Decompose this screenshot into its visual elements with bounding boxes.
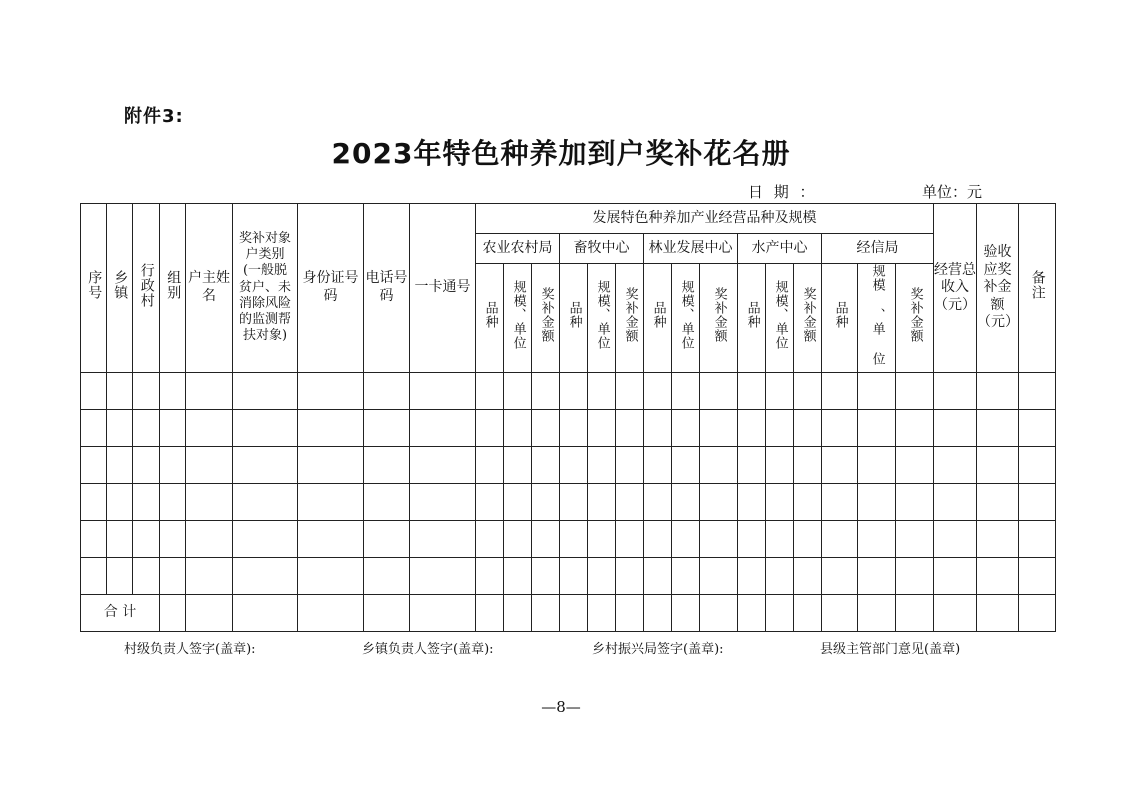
table-cell[interactable] bbox=[532, 372, 560, 409]
table-cell[interactable] bbox=[81, 409, 107, 446]
table-cell[interactable] bbox=[532, 594, 560, 631]
table-cell[interactable] bbox=[233, 372, 298, 409]
dept-sub-scale: 规模、单位 bbox=[588, 264, 616, 373]
table-cell[interactable] bbox=[858, 446, 896, 483]
table-cell[interactable] bbox=[644, 409, 672, 446]
table-cell[interactable] bbox=[858, 372, 896, 409]
total-label: 合 计 bbox=[81, 594, 160, 631]
table-cell[interactable] bbox=[133, 520, 160, 557]
table-cell[interactable] bbox=[822, 446, 858, 483]
table-cell[interactable] bbox=[133, 557, 160, 594]
table-cell[interactable] bbox=[410, 372, 476, 409]
table-cell[interactable] bbox=[186, 372, 233, 409]
table-cell[interactable] bbox=[616, 594, 644, 631]
table-cell[interactable] bbox=[766, 409, 794, 446]
table-cell[interactable] bbox=[588, 594, 616, 631]
table-cell[interactable] bbox=[794, 557, 822, 594]
table-cell[interactable] bbox=[160, 409, 186, 446]
table-cell[interactable] bbox=[700, 372, 738, 409]
header-total-income: 经营总收入（元） bbox=[934, 204, 977, 373]
table-cell[interactable] bbox=[934, 557, 977, 594]
table-cell[interactable] bbox=[81, 557, 107, 594]
table-cell[interactable] bbox=[476, 594, 504, 631]
table-cell[interactable] bbox=[672, 409, 700, 446]
table-cell[interactable] bbox=[364, 409, 410, 446]
header-village: 行政村 bbox=[133, 204, 160, 373]
table-cell[interactable] bbox=[738, 557, 766, 594]
table-row bbox=[81, 446, 1056, 483]
table-cell[interactable] bbox=[588, 446, 616, 483]
table-cell[interactable] bbox=[644, 483, 672, 520]
dept-header: 经信局 bbox=[822, 234, 934, 264]
table-cell[interactable] bbox=[504, 557, 532, 594]
attachment-label: 附件3: bbox=[124, 106, 184, 127]
table-cell[interactable] bbox=[738, 372, 766, 409]
table-cell[interactable] bbox=[133, 409, 160, 446]
table-cell[interactable] bbox=[476, 446, 504, 483]
table-cell[interactable] bbox=[1019, 520, 1056, 557]
table-cell[interactable] bbox=[1019, 483, 1056, 520]
subsidy-roster-table bbox=[80, 203, 1056, 632]
table-cell[interactable] bbox=[934, 483, 977, 520]
header-town: 乡镇 bbox=[107, 204, 133, 373]
town-signature: 乡镇负责人签字(盖章): bbox=[362, 642, 494, 657]
table-cell[interactable] bbox=[1019, 557, 1056, 594]
table-cell[interactable] bbox=[766, 483, 794, 520]
table-cell[interactable] bbox=[233, 520, 298, 557]
table-cell[interactable] bbox=[616, 446, 644, 483]
table-cell[interactable] bbox=[160, 520, 186, 557]
table-cell[interactable] bbox=[560, 372, 588, 409]
table-cell[interactable] bbox=[298, 520, 364, 557]
table-cell[interactable] bbox=[410, 483, 476, 520]
table-cell[interactable] bbox=[738, 520, 766, 557]
table-cell[interactable] bbox=[476, 409, 504, 446]
table-cell[interactable] bbox=[738, 483, 766, 520]
table-cell[interactable] bbox=[738, 409, 766, 446]
table-cell[interactable] bbox=[233, 483, 298, 520]
table-cell[interactable] bbox=[504, 520, 532, 557]
table-cell[interactable] bbox=[233, 557, 298, 594]
table-cell[interactable] bbox=[560, 409, 588, 446]
table-cell[interactable] bbox=[410, 446, 476, 483]
table-cell[interactable] bbox=[977, 372, 1019, 409]
table-cell[interactable] bbox=[588, 372, 616, 409]
table-cell[interactable] bbox=[588, 557, 616, 594]
dept-sub-variety: 品种 bbox=[476, 264, 504, 373]
header-industry-group: 发展特色种养加产业经营品种及规模 bbox=[476, 204, 934, 234]
table-cell[interactable] bbox=[766, 372, 794, 409]
table-cell[interactable] bbox=[644, 557, 672, 594]
table-cell[interactable] bbox=[160, 594, 186, 631]
table-cell[interactable] bbox=[476, 520, 504, 557]
table-cell[interactable] bbox=[107, 372, 133, 409]
table-cell[interactable] bbox=[364, 520, 410, 557]
rural-revitalization-signature: 乡村振兴局签字(盖章): bbox=[592, 642, 724, 657]
table-cell[interactable] bbox=[822, 520, 858, 557]
table-cell[interactable] bbox=[186, 520, 233, 557]
table-cell[interactable] bbox=[672, 557, 700, 594]
dept-sub-variety: 品种 bbox=[644, 264, 672, 373]
table-cell[interactable] bbox=[822, 409, 858, 446]
header-group: 组别 bbox=[160, 204, 186, 373]
table-cell[interactable] bbox=[410, 520, 476, 557]
table-cell[interactable] bbox=[766, 557, 794, 594]
table-cell[interactable] bbox=[738, 594, 766, 631]
table-cell[interactable] bbox=[766, 446, 794, 483]
table-cell[interactable] bbox=[672, 446, 700, 483]
dept-sub-amount: 奖补金额 bbox=[616, 264, 644, 373]
table-cell[interactable] bbox=[794, 483, 822, 520]
dept-sub-scale: 规模、单位 bbox=[766, 264, 794, 373]
table-cell[interactable] bbox=[700, 446, 738, 483]
header-seq: 序号 bbox=[81, 204, 107, 373]
table-cell[interactable] bbox=[766, 520, 794, 557]
table-cell[interactable] bbox=[364, 594, 410, 631]
table-cell[interactable] bbox=[672, 594, 700, 631]
table-cell[interactable] bbox=[133, 483, 160, 520]
dept-sub-scale: 规模 、单 位 bbox=[858, 264, 896, 373]
table-cell[interactable] bbox=[1019, 372, 1056, 409]
table-cell[interactable] bbox=[233, 409, 298, 446]
dept-header: 农业农村局 bbox=[476, 234, 560, 264]
table-cell[interactable] bbox=[672, 520, 700, 557]
table-cell[interactable] bbox=[410, 557, 476, 594]
table-cell[interactable] bbox=[934, 446, 977, 483]
table-cell[interactable] bbox=[858, 520, 896, 557]
table-cell[interactable] bbox=[977, 520, 1019, 557]
table-cell[interactable] bbox=[1019, 446, 1056, 483]
table-cell[interactable] bbox=[504, 594, 532, 631]
unit-label: 单位：元 bbox=[922, 183, 983, 201]
table-cell[interactable] bbox=[532, 409, 560, 446]
table-cell[interactable] bbox=[186, 446, 233, 483]
table-cell[interactable] bbox=[233, 446, 298, 483]
table-cell[interactable] bbox=[81, 446, 107, 483]
table-cell[interactable] bbox=[410, 409, 476, 446]
table-cell[interactable] bbox=[298, 483, 364, 520]
table-cell[interactable] bbox=[81, 483, 107, 520]
table-cell[interactable] bbox=[644, 520, 672, 557]
table-cell[interactable] bbox=[298, 372, 364, 409]
table-cell[interactable] bbox=[858, 483, 896, 520]
table-cell[interactable] bbox=[644, 446, 672, 483]
table-cell[interactable] bbox=[977, 557, 1019, 594]
table-cell[interactable] bbox=[107, 409, 133, 446]
table-cell[interactable] bbox=[858, 557, 896, 594]
table-cell[interactable] bbox=[934, 520, 977, 557]
table-cell[interactable] bbox=[822, 483, 858, 520]
table-cell[interactable] bbox=[644, 594, 672, 631]
table-row bbox=[81, 409, 1056, 446]
table-cell[interactable] bbox=[1019, 594, 1056, 631]
table-cell[interactable] bbox=[364, 446, 410, 483]
table-cell[interactable] bbox=[81, 520, 107, 557]
table-cell[interactable] bbox=[532, 557, 560, 594]
table-cell[interactable] bbox=[822, 594, 858, 631]
table-row bbox=[81, 483, 1056, 520]
date-label: 日 期 ： bbox=[748, 183, 818, 201]
table-cell[interactable] bbox=[934, 372, 977, 409]
table-cell[interactable] bbox=[186, 557, 233, 594]
table-cell[interactable] bbox=[896, 372, 934, 409]
table-cell[interactable] bbox=[700, 520, 738, 557]
village-signature: 村级负责人签字(盖章): bbox=[124, 642, 256, 657]
table-cell[interactable] bbox=[616, 409, 644, 446]
table-cell[interactable] bbox=[700, 483, 738, 520]
county-opinion: 县级主管部门意见(盖章) bbox=[820, 642, 961, 657]
page-title: 2023年特色种养加到户奖补花名册 bbox=[331, 137, 791, 170]
table-cell[interactable] bbox=[476, 557, 504, 594]
table-cell[interactable] bbox=[896, 409, 934, 446]
table-cell[interactable] bbox=[107, 520, 133, 557]
table-row bbox=[81, 372, 1056, 409]
table-cell[interactable] bbox=[504, 483, 532, 520]
table-cell[interactable] bbox=[532, 446, 560, 483]
table-cell[interactable] bbox=[977, 483, 1019, 520]
table-cell[interactable] bbox=[700, 409, 738, 446]
table-cell[interactable] bbox=[616, 372, 644, 409]
table-cell[interactable] bbox=[186, 483, 233, 520]
table-cell[interactable] bbox=[896, 520, 934, 557]
table-cell[interactable] bbox=[560, 520, 588, 557]
table-cell[interactable] bbox=[107, 557, 133, 594]
table-cell[interactable] bbox=[504, 372, 532, 409]
dept-header: 畜牧中心 bbox=[560, 234, 644, 264]
table-cell[interactable] bbox=[977, 409, 1019, 446]
table-cell[interactable] bbox=[896, 594, 934, 631]
header-target-type: 奖补对象户类别(一般脱贫户、未消除风险的监测帮扶对象) bbox=[233, 204, 298, 373]
table-cell[interactable] bbox=[160, 483, 186, 520]
dept-sub-amount: 奖补金额 bbox=[794, 264, 822, 373]
table-cell[interactable] bbox=[160, 557, 186, 594]
table-cell[interactable] bbox=[504, 409, 532, 446]
table-cell[interactable] bbox=[298, 409, 364, 446]
dept-sub-scale: 规模、单位 bbox=[504, 264, 532, 373]
table-cell[interactable] bbox=[364, 557, 410, 594]
table-cell[interactable] bbox=[588, 520, 616, 557]
dept-sub-amount: 奖补金额 bbox=[700, 264, 738, 373]
table-cell[interactable] bbox=[822, 557, 858, 594]
table-cell[interactable] bbox=[794, 372, 822, 409]
table-cell[interactable] bbox=[107, 483, 133, 520]
table-cell[interactable] bbox=[616, 557, 644, 594]
header-card: 一卡通号 bbox=[410, 204, 476, 373]
dept-sub-variety: 品种 bbox=[560, 264, 588, 373]
table-cell[interactable] bbox=[81, 372, 107, 409]
total-row bbox=[81, 594, 1056, 631]
table-cell[interactable] bbox=[504, 446, 532, 483]
table-cell[interactable] bbox=[560, 483, 588, 520]
dept-header: 水产中心 bbox=[738, 234, 822, 264]
header-id-number: 身份证号码 bbox=[298, 204, 364, 373]
table-cell[interactable] bbox=[298, 446, 364, 483]
table-cell[interactable] bbox=[644, 372, 672, 409]
table-row bbox=[81, 520, 1056, 557]
table-cell[interactable] bbox=[896, 446, 934, 483]
table-cell[interactable] bbox=[616, 520, 644, 557]
header-remark: 备注 bbox=[1019, 204, 1056, 373]
table-cell[interactable] bbox=[934, 409, 977, 446]
table-cell[interactable] bbox=[896, 557, 934, 594]
table-row bbox=[81, 557, 1056, 594]
table-cell[interactable] bbox=[532, 520, 560, 557]
header-phone: 电话号码 bbox=[364, 204, 410, 373]
table-cell[interactable] bbox=[133, 372, 160, 409]
table-cell[interactable] bbox=[700, 594, 738, 631]
table-cell[interactable] bbox=[977, 446, 1019, 483]
dept-sub-amount: 奖补金额 bbox=[896, 264, 934, 373]
table-cell[interactable] bbox=[822, 372, 858, 409]
table-cell[interactable] bbox=[410, 594, 476, 631]
table-cell[interactable] bbox=[977, 594, 1019, 631]
table-cell[interactable] bbox=[560, 594, 588, 631]
dept-sub-scale: 规模、单位 bbox=[672, 264, 700, 373]
table-cell[interactable] bbox=[616, 483, 644, 520]
table-cell[interactable] bbox=[186, 409, 233, 446]
header-householder: 户主姓名 bbox=[186, 204, 233, 373]
table-cell[interactable] bbox=[766, 594, 794, 631]
table-cell[interactable] bbox=[476, 372, 504, 409]
header-acceptance: 验收应奖补金额（元） bbox=[977, 204, 1019, 373]
table-cell[interactable] bbox=[560, 446, 588, 483]
table-cell[interactable] bbox=[476, 483, 504, 520]
table-cell[interactable] bbox=[896, 483, 934, 520]
dept-sub-variety: 品种 bbox=[738, 264, 766, 373]
table-cell[interactable] bbox=[794, 446, 822, 483]
table-cell[interactable] bbox=[934, 594, 977, 631]
table-cell[interactable] bbox=[1019, 409, 1056, 446]
table-cell[interactable] bbox=[588, 483, 616, 520]
page-number: —8— bbox=[541, 698, 581, 716]
dept-sub-amount: 奖补金额 bbox=[532, 264, 560, 373]
table-cell[interactable] bbox=[160, 446, 186, 483]
table-cell[interactable] bbox=[560, 557, 588, 594]
table-cell[interactable] bbox=[794, 520, 822, 557]
dept-header: 林业发展中心 bbox=[644, 234, 738, 264]
table-cell[interactable] bbox=[588, 409, 616, 446]
table-cell[interactable] bbox=[794, 594, 822, 631]
table-cell[interactable] bbox=[364, 372, 410, 409]
table-cell[interactable] bbox=[858, 409, 896, 446]
table-cell[interactable] bbox=[532, 483, 560, 520]
table-cell[interactable] bbox=[298, 594, 364, 631]
table-cell[interactable] bbox=[186, 594, 233, 631]
table-cell[interactable] bbox=[364, 483, 410, 520]
table-cell[interactable] bbox=[672, 483, 700, 520]
table-cell[interactable] bbox=[233, 594, 298, 631]
table-cell[interactable] bbox=[298, 557, 364, 594]
table-cell[interactable] bbox=[700, 557, 738, 594]
dept-sub-variety: 品种 bbox=[822, 264, 858, 373]
table-cell[interactable] bbox=[794, 409, 822, 446]
table-cell[interactable] bbox=[672, 372, 700, 409]
table-cell[interactable] bbox=[738, 446, 766, 483]
table-cell[interactable] bbox=[160, 372, 186, 409]
table-cell[interactable] bbox=[133, 446, 160, 483]
table-cell[interactable] bbox=[107, 446, 133, 483]
table-cell[interactable] bbox=[858, 594, 896, 631]
